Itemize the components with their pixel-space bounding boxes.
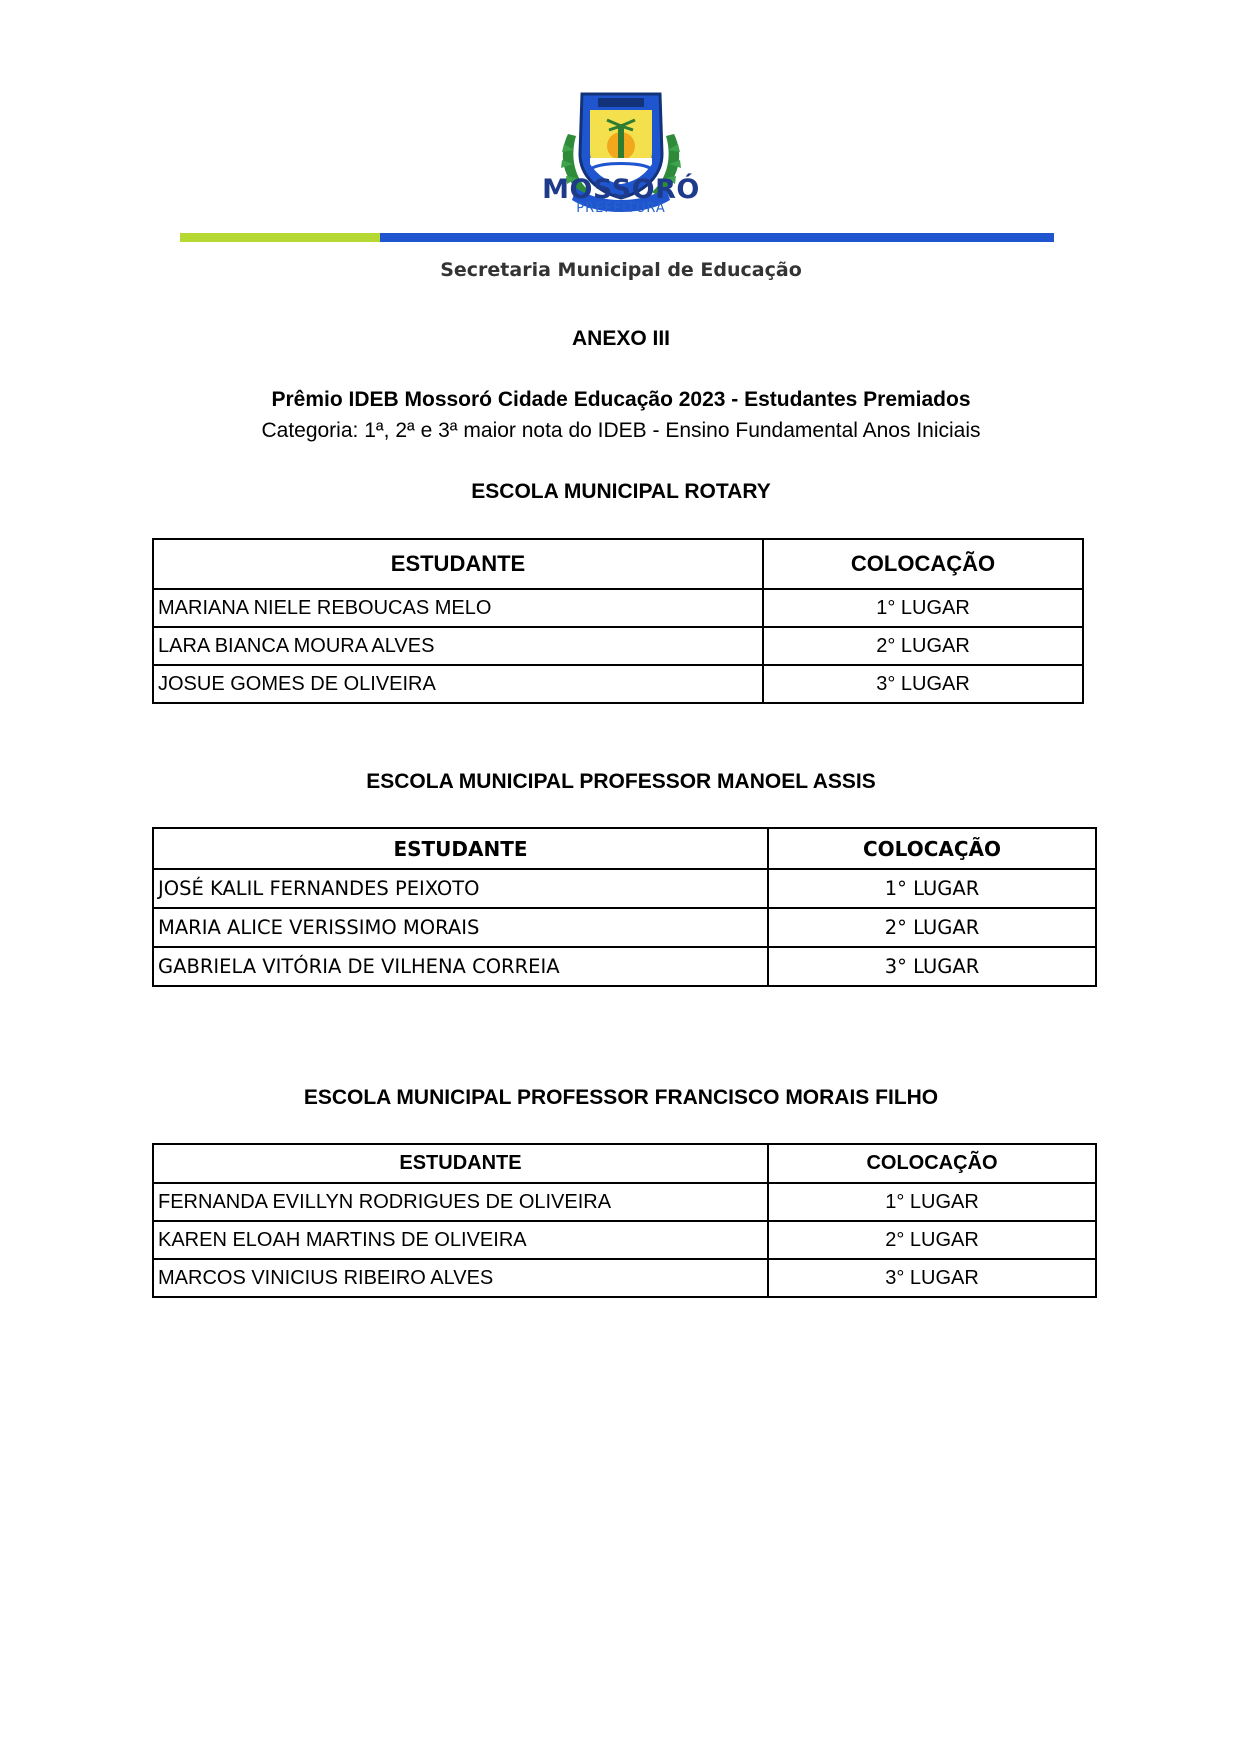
header-divider-green: [180, 233, 380, 242]
awards-table: [152, 538, 1084, 704]
placement: 1° LUGAR: [768, 869, 1096, 908]
column-header-student: ESTUDANTE: [153, 539, 763, 589]
student-name: FERNANDA EVILLYN RODRIGUES DE OLIVEIRA: [153, 1183, 768, 1221]
table-row: [153, 869, 1096, 908]
annex-title: ANEXO III: [571, 327, 671, 350]
awards-table: [152, 827, 1097, 987]
placement: 3° LUGAR: [768, 1259, 1096, 1297]
school-title: ESCOLA MUNICIPAL PROFESSOR MANOEL ASSIS: [366, 770, 876, 793]
table-row: [153, 627, 1083, 665]
table-row: [153, 908, 1096, 947]
table-row: [153, 665, 1083, 703]
student-name: MARCOS VINICIUS RIBEIRO ALVES: [153, 1259, 768, 1297]
placement: 2° LUGAR: [768, 1221, 1096, 1259]
table-row: [153, 589, 1083, 627]
column-header-placement: COLOCAÇÃO: [768, 828, 1096, 869]
column-header-placement: COLOCAÇÃO: [763, 539, 1083, 589]
student-name: MARIA ALICE VERISSIMO MORAIS: [153, 908, 768, 947]
awards-table: [152, 1143, 1097, 1298]
table-row: [153, 1259, 1096, 1297]
prize-title: Prêmio IDEB Mossoró Cidade Educação 2023 - Estudantes Premiados: [271, 388, 971, 411]
student-name: LARA BIANCA MOURA ALVES: [153, 627, 763, 665]
brand-name: MOSSORÓ: [542, 174, 700, 205]
category-line: Categoria: 1ª, 2ª e 3ª maior nota do IDEB - Ensino Fundamental Anos Iniciais: [261, 419, 981, 442]
school-title: ESCOLA MUNICIPAL PROFESSOR FRANCISCO MORAIS FILHO: [303, 1086, 939, 1109]
placement: 3° LUGAR: [763, 665, 1083, 703]
table-header-row: [153, 828, 1096, 869]
table-row: [153, 947, 1096, 986]
table-header-row: [153, 539, 1083, 589]
placement: 1° LUGAR: [768, 1183, 1096, 1221]
placement: 2° LUGAR: [763, 627, 1083, 665]
student-name: KAREN ELOAH MARTINS DE OLIVEIRA: [153, 1221, 768, 1259]
placement: 3° LUGAR: [768, 947, 1096, 986]
student-name: MARIANA NIELE REBOUCAS MELO: [153, 589, 763, 627]
student-name: JOSUE GOMES DE OLIVEIRA: [153, 665, 763, 703]
column-header-student: ESTUDANTE: [153, 828, 768, 869]
header-divider-blue: [380, 233, 1054, 242]
column-header-placement: COLOCAÇÃO: [768, 1144, 1096, 1183]
student-name: GABRIELA VITÓRIA DE VILHENA CORREIA: [153, 947, 768, 986]
table-row: [153, 1221, 1096, 1259]
brand-subtitle: PREFEITURA: [576, 201, 666, 216]
table-row: [153, 1183, 1096, 1221]
student-name: JOSÉ KALIL FERNANDES PEIXOTO: [153, 869, 768, 908]
table-header-row: [153, 1144, 1096, 1183]
department-name: Secretaria Municipal de Educação: [440, 259, 802, 281]
placement: 2° LUGAR: [768, 908, 1096, 947]
school-title: ESCOLA MUNICIPAL ROTARY: [471, 480, 771, 503]
placement: 1° LUGAR: [763, 589, 1083, 627]
column-header-student: ESTUDANTE: [153, 1144, 768, 1183]
